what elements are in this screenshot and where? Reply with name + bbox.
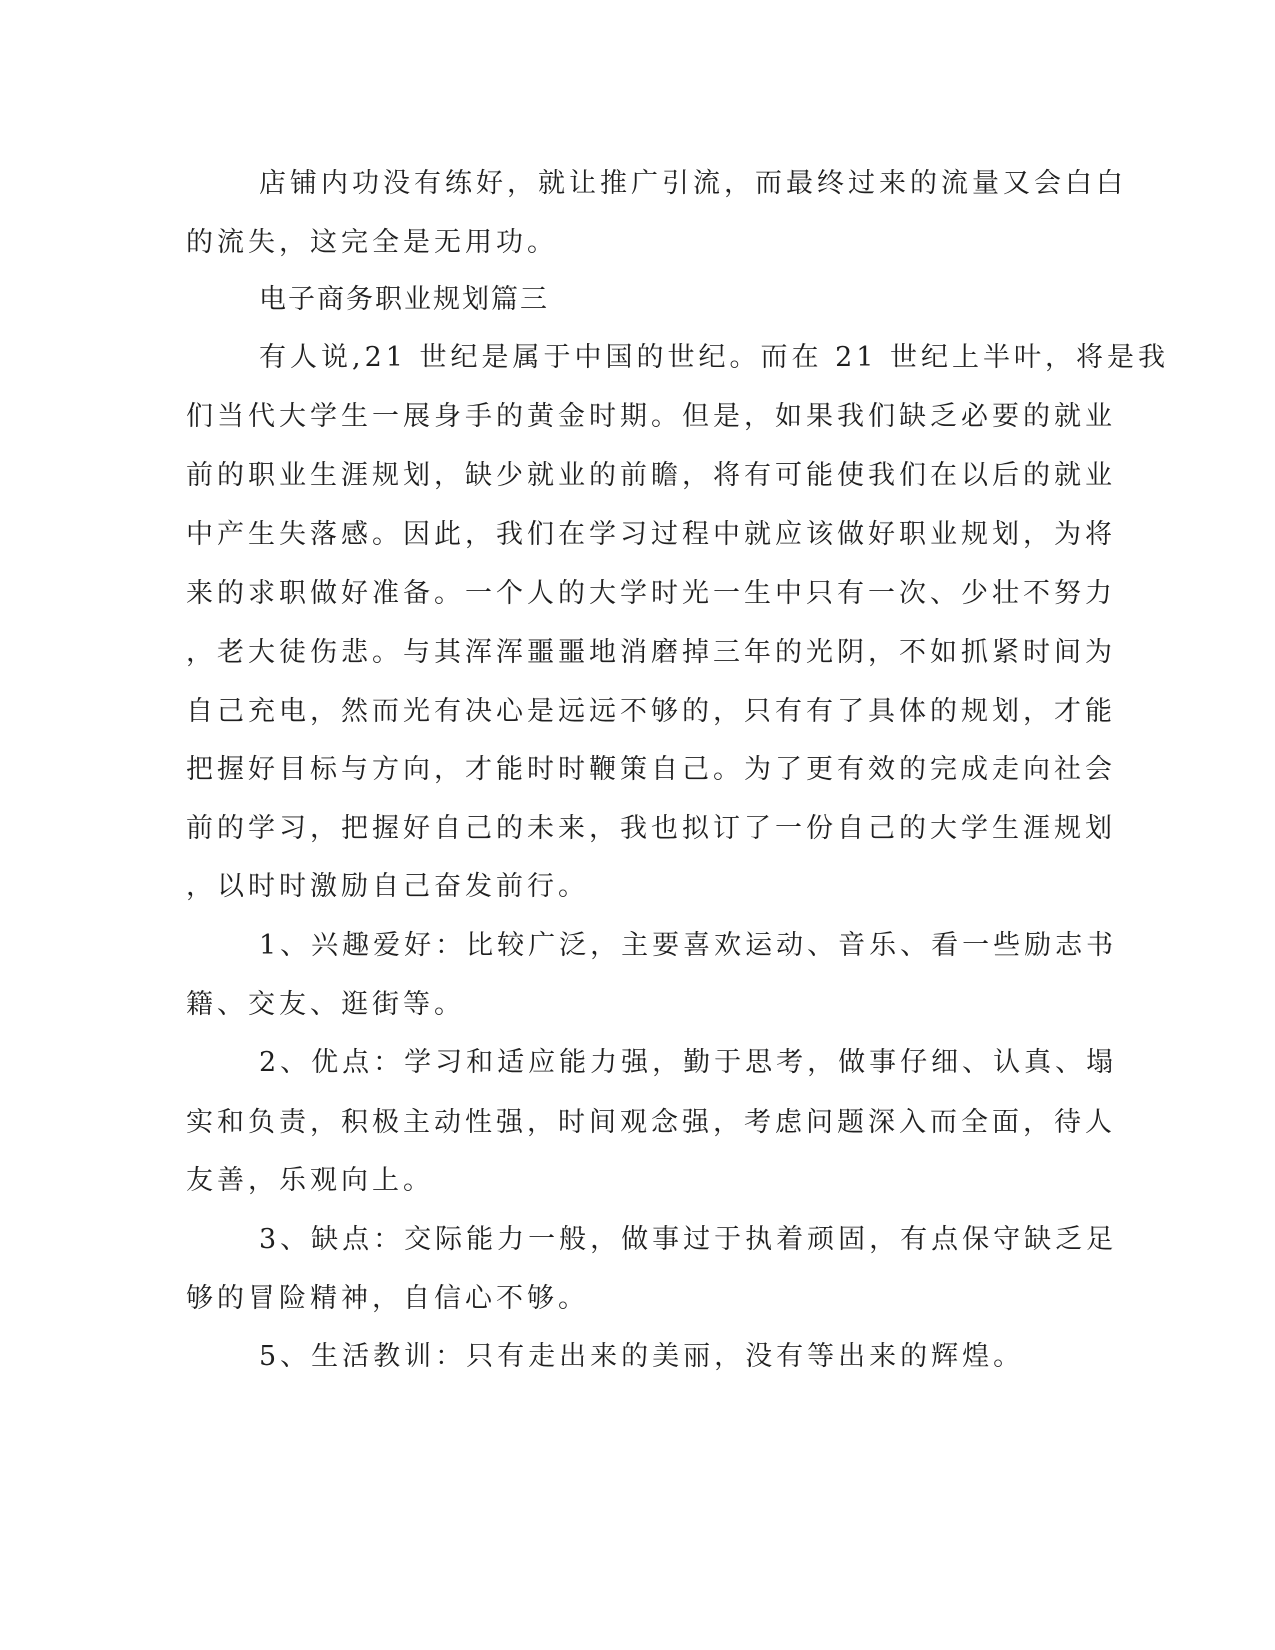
paragraph-line: 有人说,21 世纪是属于中国的世纪。而在 21 世纪上半叶，将是我 xyxy=(259,342,1170,373)
paragraph-line: 前的学习，把握好自己的未来，我也拟订了一份自己的大学生涯规划 xyxy=(186,813,1116,844)
list-item-line: 1、兴趣爱好：比较广泛，主要喜欢运动、音乐、看一些励志书 xyxy=(259,930,1118,961)
paragraph-line: 的流失，这完全是无用功。 xyxy=(186,227,558,258)
paragraph-line: ，以时时激励自己奋发前行。 xyxy=(186,871,589,902)
list-item-line: 友善，乐观向上。 xyxy=(186,1165,434,1196)
section-heading: 电子商务职业规划篇三 xyxy=(259,284,549,315)
list-item-line: 籍、交友、逛街等。 xyxy=(186,989,465,1020)
paragraph-line: 们当代大学生一展身手的黄金时期。但是，如果我们缺乏必要的就业 xyxy=(186,401,1116,432)
paragraph-line: 店铺内功没有练好，就让推广引流，而最终过来的流量又会白白 xyxy=(259,168,1127,199)
list-item-line: 5、生活教训：只有走出来的美丽，没有等出来的辉煌。 xyxy=(259,1341,1025,1372)
paragraph-line: 来的求职做好准备。一个人的大学时光一生中只有一次、少壮不努力 xyxy=(186,578,1116,609)
list-item-line: 2、优点：学习和适应能力强，勤于思考，做事仔细、认真、塌 xyxy=(259,1047,1118,1078)
paragraph-line: 中产生失落感。因此，我们在学习过程中就应该做好职业规划，为将 xyxy=(186,519,1116,550)
paragraph-line: ，老大徒伤悲。与其浑浑噩噩地消磨掉三年的光阴，不如抓紧时间为 xyxy=(186,637,1116,668)
list-item-line: 实和负责，积极主动性强，时间观念强，考虑问题深入而全面，待人 xyxy=(186,1107,1116,1138)
list-item-line: 够的冒险精神，自信心不够。 xyxy=(186,1283,589,1314)
paragraph-line: 自己充电，然而光有决心是远远不够的，只有有了具体的规划，才能 xyxy=(186,696,1116,727)
list-item-line: 3、缺点：交际能力一般，做事过于执着顽固，有点保守缺乏足 xyxy=(259,1224,1118,1255)
paragraph-line: 把握好目标与方向，才能时时鞭策自己。为了更有效的完成走向社会 xyxy=(186,754,1116,785)
paragraph-line: 前的职业生涯规划，缺少就业的前瞻，将有可能使我们在以后的就业 xyxy=(186,460,1116,491)
